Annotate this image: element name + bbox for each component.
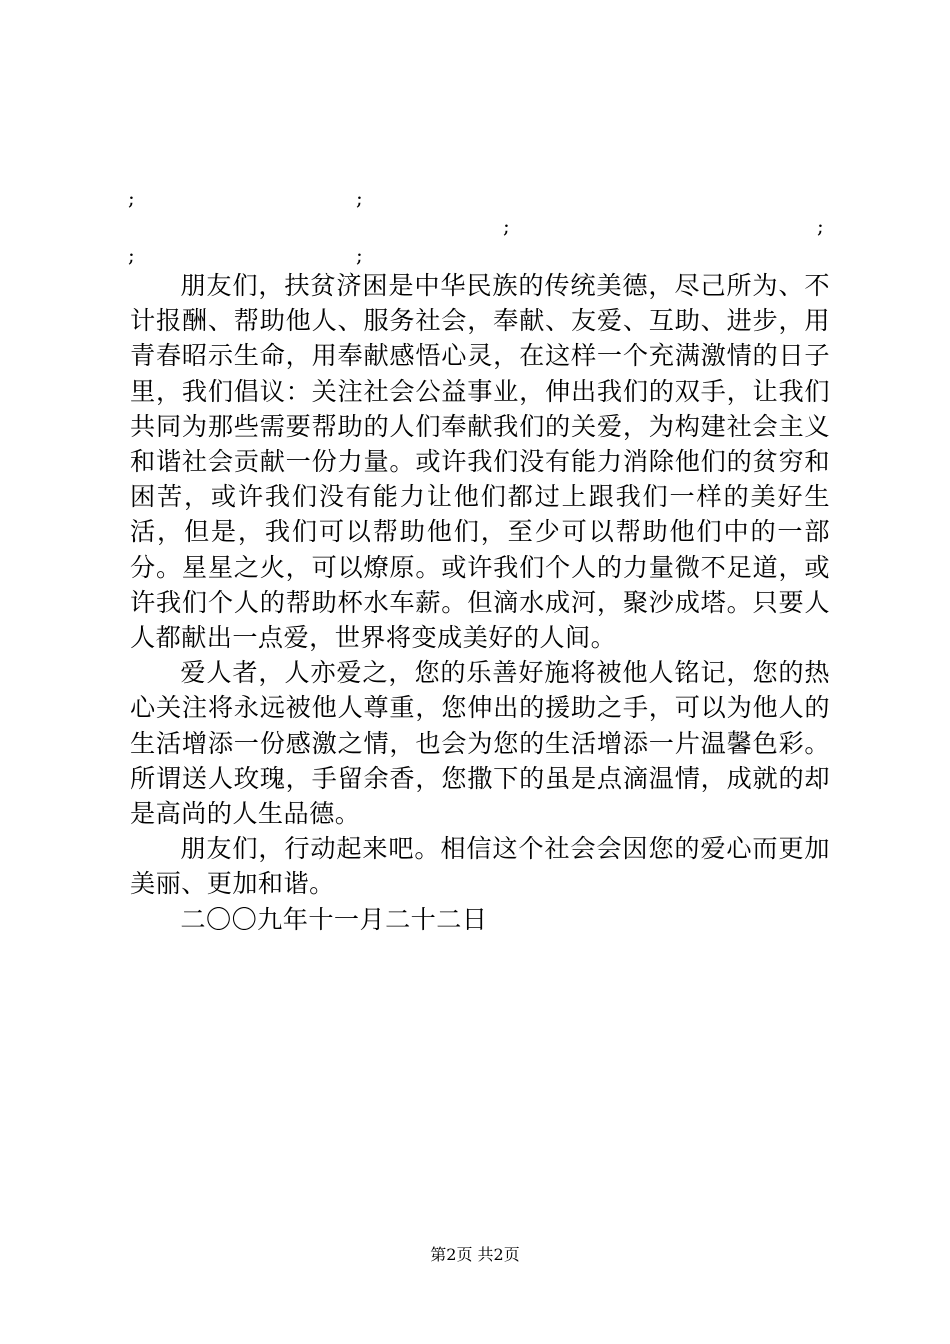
semicolon-mark: ;: [128, 243, 135, 267]
paragraph-appeal: 朋友们，扶贫济困是中华民族的传统美德，尽己所为、不计报酬、帮助他人、服务社会，奉献、友爱、互助、进步，用青春昭示生命，用奉献感悟心灵，在这样一个充满激情的日子里，我们倡议：关注社会公益事业，伸出我们的双手，让我们共同为那些需要帮助的人们奉献我们的关爱，为构建社会主义和谐社会贡献一份力量。或许我们没有能力消除他们的贫穷和困苦，或许我们没有能力让他们都过上跟我们一样的美好生活，但是，我们可以帮助他们，至少可以帮助他们中的一部分。星星之火，可以燎原。或许我们个人的力量微不足道，或许我们个人的帮助杯水车薪。但滴水成河，聚沙成塔。只要人人都献出一点爱，世界将变成美好的人间。: [130, 271, 830, 653]
semicolon-mark: ;: [503, 214, 510, 238]
letter-body: [130, 268, 830, 937]
paragraph-action: 朋友们，行动起来吧。相信这个社会会因您的爱心而更加美丽、更加和谐。: [130, 834, 830, 899]
paragraph-love: 爱人者，人亦爱之，您的乐善好施将被他人铭记，您的热心关注将永远被他人尊重，您伸出的援助之手，可以为他人的生活增添一份感激之情，也会为您的生活增添一片温馨色彩。所谓送人玫瑰，手留余香，您撒下的虽是点滴温情，成就的却是高尚的人生品德。: [130, 658, 830, 829]
page-number: 第2页 共2页: [430, 1245, 520, 1264]
semicolon-mark: ;: [817, 214, 824, 238]
semicolon-mark: ;: [356, 186, 363, 210]
semicolon-mark: ;: [128, 186, 135, 210]
date-line: 二〇〇九年十一月二十二日: [180, 904, 488, 934]
semicolon-mark: ;: [356, 243, 363, 267]
